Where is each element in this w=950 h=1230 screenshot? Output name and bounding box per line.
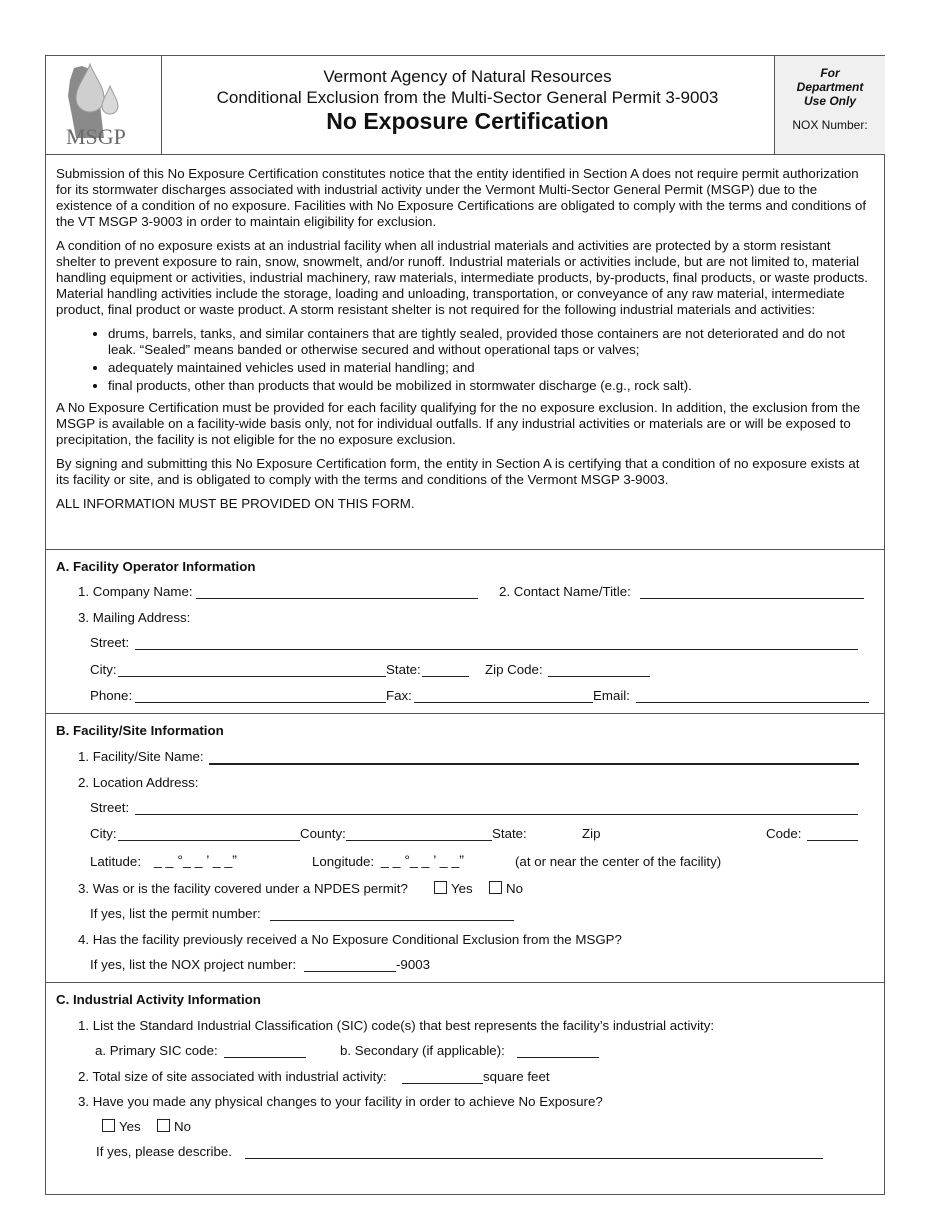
center-note: (at or near the center of the facility) bbox=[515, 854, 722, 869]
changes-no-option[interactable] bbox=[157, 1119, 191, 1135]
yes-label: Yes bbox=[451, 881, 473, 896]
site-name-label: 1. Facility/Site Name: bbox=[78, 749, 204, 764]
state-label: State: bbox=[386, 662, 421, 677]
phone-field[interactable] bbox=[135, 702, 386, 703]
latitude-label: Latitude: bbox=[90, 854, 142, 869]
site-name-field[interactable] bbox=[209, 763, 859, 765]
form-header bbox=[46, 56, 884, 155]
vermont-drop-icon bbox=[46, 56, 161, 154]
npdes-question: 3. Was or is the facility covered under a NPDES permit? bbox=[78, 881, 408, 896]
logo-text: MSGP bbox=[66, 124, 126, 149]
section-a-heading: A. Facility Operator Information bbox=[56, 559, 256, 574]
permit-number-field[interactable] bbox=[270, 920, 514, 921]
intro-paragraph-4: By signing and submitting this No Exposure Certification form, the entity in Section A is certifying that a condition of no exposure exists at its facility or site, and is obligated to comply with the terms and conditions of the Vermont MSGP 3-9003. bbox=[56, 456, 860, 487]
fax-label: Fax: bbox=[386, 688, 412, 703]
no-label: No bbox=[506, 881, 523, 896]
zip-code-field[interactable] bbox=[548, 676, 650, 677]
zip-label: Zip bbox=[582, 826, 601, 841]
street-label: Street: bbox=[90, 800, 130, 815]
yes-checkbox[interactable] bbox=[434, 881, 447, 894]
company-name-label: 1. Company Name: bbox=[78, 584, 193, 599]
site-size-field[interactable] bbox=[402, 1083, 483, 1084]
contact-name-label: 2. Contact Name/Title: bbox=[499, 584, 631, 599]
list-item: • final products, other than products that would be mobilized in stormwater discharge (e.g., rock salt). bbox=[108, 378, 874, 394]
msgp-logo bbox=[46, 56, 162, 154]
street-label: Street: bbox=[90, 635, 130, 650]
changes-yes-option[interactable] bbox=[102, 1119, 141, 1135]
fax-field[interactable] bbox=[414, 702, 593, 703]
mailing-address-label: 3. Mailing Address: bbox=[78, 610, 191, 625]
yes-label: Yes bbox=[119, 1119, 141, 1134]
department-use-label bbox=[775, 66, 885, 108]
list-item: • adequately maintained vehicles used in material handling; and bbox=[108, 360, 874, 376]
nox-number-label: NOX Number: bbox=[792, 118, 868, 132]
site-size-label: 2. Total size of site associated with industrial activity: bbox=[78, 1069, 387, 1084]
no-checkbox[interactable] bbox=[489, 881, 502, 894]
dept-line-2: Department bbox=[796, 80, 864, 94]
intro-paragraph-3: A No Exposure Certification must be provided for each facility qualifying for the no exposure exclusion. In addition, the exclusion from the MSGP is available on a facility-wide basis only, not for individual outfalls. If any industrial activities or materials are or will be exposed to precipitation, the facility is not eligible for the no exposure exclusion. bbox=[56, 400, 861, 447]
state-label: State: bbox=[492, 826, 527, 841]
latitude-field[interactable]: _ _ °_ _ ’ _ _” bbox=[154, 852, 237, 868]
dept-line-3: Use Only bbox=[803, 94, 857, 108]
intro-text bbox=[56, 166, 874, 520]
county-label: County: bbox=[300, 826, 346, 841]
intro-paragraph-2: A condition of no exposure exists at an industrial facility when all industrial materials and activities are protected by a storm resistant shelter to prevent exposure to rain, snow, snowmelt, and/or runoff. Industrial materials or activities include, but are not limited to, material handling equipment or activities, industrial machinery, raw materials, intermediate products, by-products, final products, or waste products. Material handling activities include the storage, loading and unloading, transportation, or conveyance of any raw material, intermediate product, final product or waste product. A storm resistant shelter is not required for the following industrial materials and activities: bbox=[56, 238, 868, 317]
department-use-box bbox=[774, 56, 885, 154]
longitude-label: Longitude: bbox=[312, 854, 375, 869]
location-city-field[interactable] bbox=[118, 840, 300, 841]
no-checkbox[interactable] bbox=[157, 1119, 170, 1132]
title-block bbox=[161, 56, 774, 154]
nox-project-field[interactable] bbox=[304, 971, 396, 972]
intro-paragraph-1: Submission of this No Exposure Certification constitutes notice that the entity identified in Section A does not require permit authorization for its stormwater discharges associated with industrial activity under the Vermont Multi-Sector General Permit (MSGP) due to the existence of a condition of no exposure. Facilities with No Exposure Certifications are obligated to comply with the terms and conditions of the VT MSGP 3-9003 in order to maintain eligibility for exclusion. bbox=[56, 166, 867, 229]
describe-label: If yes, please describe. bbox=[96, 1144, 232, 1159]
nox-suffix: -9003 bbox=[396, 957, 431, 972]
exemption-list bbox=[56, 326, 874, 394]
zip-code-field[interactable] bbox=[807, 840, 858, 841]
primary-sic-field[interactable] bbox=[224, 1057, 306, 1058]
secondary-sic-label: b. Secondary (if applicable): bbox=[340, 1043, 505, 1058]
city-field[interactable] bbox=[118, 676, 386, 677]
code-label: Code: bbox=[766, 826, 802, 841]
email-label: Email: bbox=[593, 688, 630, 703]
secondary-sic-field[interactable] bbox=[517, 1057, 599, 1058]
agency-name: Vermont Agency of Natural Resources bbox=[323, 67, 612, 86]
section-b-divider bbox=[46, 713, 884, 714]
form-page bbox=[45, 55, 885, 1195]
npdes-yes-option[interactable] bbox=[434, 881, 473, 897]
city-label: City: bbox=[90, 662, 117, 677]
yes-checkbox[interactable] bbox=[102, 1119, 115, 1132]
county-field[interactable] bbox=[346, 840, 492, 841]
location-street-field[interactable] bbox=[135, 814, 858, 815]
nox-question: 4. Has the facility previously received a No Exposure Conditional Exclusion from the MSGP? bbox=[78, 932, 622, 947]
section-c-heading: C. Industrial Activity Information bbox=[56, 992, 261, 1007]
email-field[interactable] bbox=[636, 702, 869, 703]
section-a-divider bbox=[46, 549, 884, 550]
nox-project-label: If yes, list the NOX project number: bbox=[90, 957, 297, 972]
zip-code-label: Zip Code: bbox=[485, 662, 543, 677]
street-field[interactable] bbox=[135, 649, 858, 650]
location-address-label: 2. Location Address: bbox=[78, 775, 199, 790]
primary-sic-label: a. Primary SIC code: bbox=[95, 1043, 218, 1058]
npdes-no-option[interactable] bbox=[489, 881, 523, 897]
phone-label: Phone: bbox=[90, 688, 133, 703]
section-c-divider bbox=[46, 982, 884, 983]
state-field[interactable] bbox=[422, 676, 469, 677]
intro-paragraph-5: ALL INFORMATION MUST BE PROVIDED ON THIS FORM. bbox=[56, 496, 415, 511]
site-size-unit: square feet bbox=[483, 1069, 550, 1084]
sic-question: 1. List the Standard Industrial Classification (SIC) code(s) that best represents the facility’s industrial activity: bbox=[78, 1018, 715, 1033]
describe-field[interactable] bbox=[245, 1158, 823, 1159]
form-subtitle: Conditional Exclusion from the Multi-Sector General Permit 3-9003 bbox=[216, 88, 719, 107]
longitude-field[interactable]: _ _ °_ _ ’ _ _” bbox=[381, 852, 464, 868]
permit-number-label: If yes, list the permit number: bbox=[90, 906, 261, 921]
form-title: No Exposure Certification bbox=[326, 108, 609, 134]
contact-name-field[interactable] bbox=[640, 598, 864, 599]
physical-changes-question: 3. Have you made any physical changes to your facility in order to achieve No Exposure? bbox=[78, 1094, 603, 1109]
company-name-field[interactable] bbox=[196, 598, 478, 599]
list-item: • drums, barrels, tanks, and similar containers that are tightly sealed, provided those containers are not deteriorated and do not leak. “Sealed” means banded or otherwise secured and without operational taps or valves; bbox=[108, 326, 874, 358]
section-b-heading: B. Facility/Site Information bbox=[56, 723, 224, 738]
city-label: City: bbox=[90, 826, 117, 841]
dept-line-1: For bbox=[820, 66, 840, 80]
no-label: No bbox=[174, 1119, 191, 1134]
